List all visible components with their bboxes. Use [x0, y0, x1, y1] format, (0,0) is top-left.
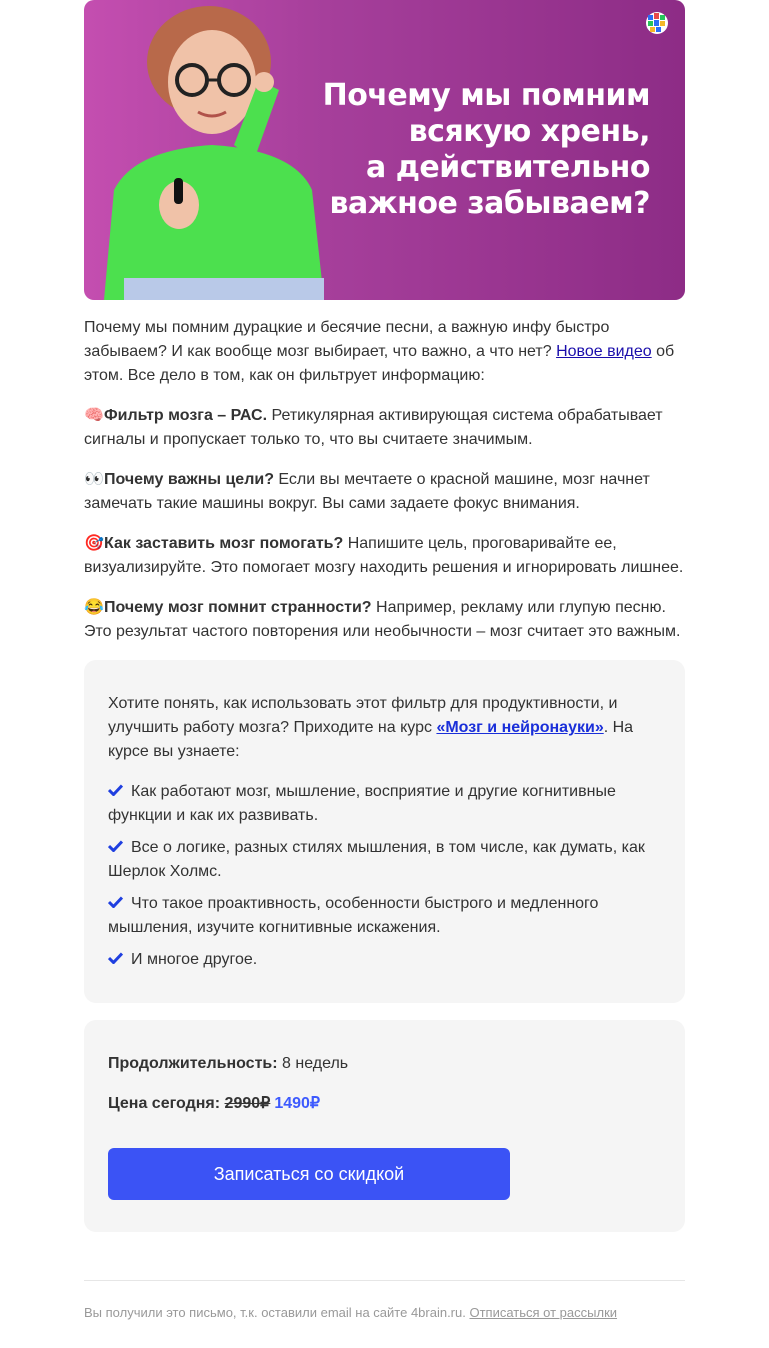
duration-label: Продолжительность: [108, 1055, 278, 1072]
footer-separator: . [462, 1305, 470, 1320]
duration-line [108, 1052, 658, 1076]
course-text-before: Хотите понять, как использовать этот фильтр для продуктивности, и улучшить работу мозга? Приходите на курс [108, 695, 618, 736]
footer-text: Вы получили это письмо, т.к. оставили email на сайте [84, 1305, 411, 1320]
list-item [108, 948, 658, 972]
brand-logo-icon [645, 11, 669, 35]
point-text: Напишите цель, проговаривайте ее, визуализируйте. Это помогает мозгу находить решения и игнорировать лишнее. [84, 535, 684, 576]
offer-card [84, 1020, 685, 1232]
point-oddities [84, 596, 685, 644]
list-item-text: Все о логике, разных стилях мышления, в том числе, как думать, как Шерлок Холмс. [108, 839, 645, 880]
point-brain-filter [84, 404, 685, 452]
hero-headline: Почему мы помним всякую хрень, а действительно важное забываем? [322, 78, 650, 221]
checkmark-icon [108, 952, 123, 964]
duration-value: 8 недель [277, 1055, 349, 1072]
hero-banner[interactable] [84, 0, 685, 300]
target-emoji-icon: 🎯 [84, 535, 104, 552]
course-text-after: . На курсе вы узнаете: [108, 719, 634, 760]
footer-divider [84, 1280, 685, 1281]
intro-text-before: Почему мы помним дурацкие и бесячие песни, а важную инфу быстро забываем? И как вообще мозг выбирает, что важно, а что нет? [84, 319, 610, 360]
price-line [108, 1092, 658, 1116]
intro-text-after: об этом. Все дело в том, как он фильтрует информацию: [84, 343, 675, 384]
point-goals [84, 468, 685, 516]
course-description [108, 692, 658, 764]
point-make-brain-help [84, 532, 685, 580]
eyes-emoji-icon: 👀 [84, 471, 104, 488]
point-text: Если вы мечтаете о красной машине, мозг начнет замечать такие машины вокруг. Вы сами задаете фокус внимания. [84, 471, 650, 512]
point-title: Фильтр мозга – РАС. [104, 407, 268, 424]
intro-paragraph [84, 316, 685, 388]
list-item [108, 892, 658, 940]
list-item [108, 836, 658, 884]
new-video-link[interactable]: Новое видео [556, 343, 652, 360]
checkmark-icon [108, 896, 123, 908]
point-title: Как заставить мозг помогать? [104, 535, 344, 552]
list-item-text: И многое другое. [131, 951, 258, 968]
point-title: Почему мозг помнит странности? [104, 599, 372, 616]
checkmark-icon [108, 784, 123, 796]
list-item-text: Как работают мозг, мышление, восприятие и другие когнитивные функции и как их развивать. [108, 783, 616, 824]
old-price: 2990₽ [224, 1095, 271, 1112]
laughing-emoji-icon: 😂 [84, 599, 104, 616]
brain-emoji-icon: 🧠 [84, 407, 104, 424]
site-link[interactable]: 4brain.ru [410, 1305, 463, 1320]
course-card [84, 660, 685, 1003]
footer-note [84, 1304, 685, 1322]
course-link[interactable]: «Мозг и нейронауки» [436, 719, 604, 736]
email-body [84, 0, 685, 1320]
new-price: 1490₽ [274, 1095, 321, 1112]
point-text: Например, рекламу или глупую песню. Это результат частого повторения или необычности – мозг считает это важным. [84, 599, 681, 640]
list-item [108, 780, 658, 828]
enroll-discount-button[interactable]: Записаться со скидкой [108, 1148, 510, 1200]
point-title: Почему важны цели? [104, 471, 274, 488]
checkmark-icon [108, 840, 123, 852]
unsubscribe-link[interactable]: Отписаться от рассылки [469, 1305, 618, 1320]
price-label: Цена сегодня: [108, 1095, 221, 1112]
point-text: Ретикулярная активирующая система обрабатывает сигналы и пропускает только то, что вы считаете значимым. [84, 407, 663, 448]
list-item-text: Что такое проактивность, особенности быстрого и медленного мышления, изучите когнитивные искажения. [108, 895, 599, 936]
